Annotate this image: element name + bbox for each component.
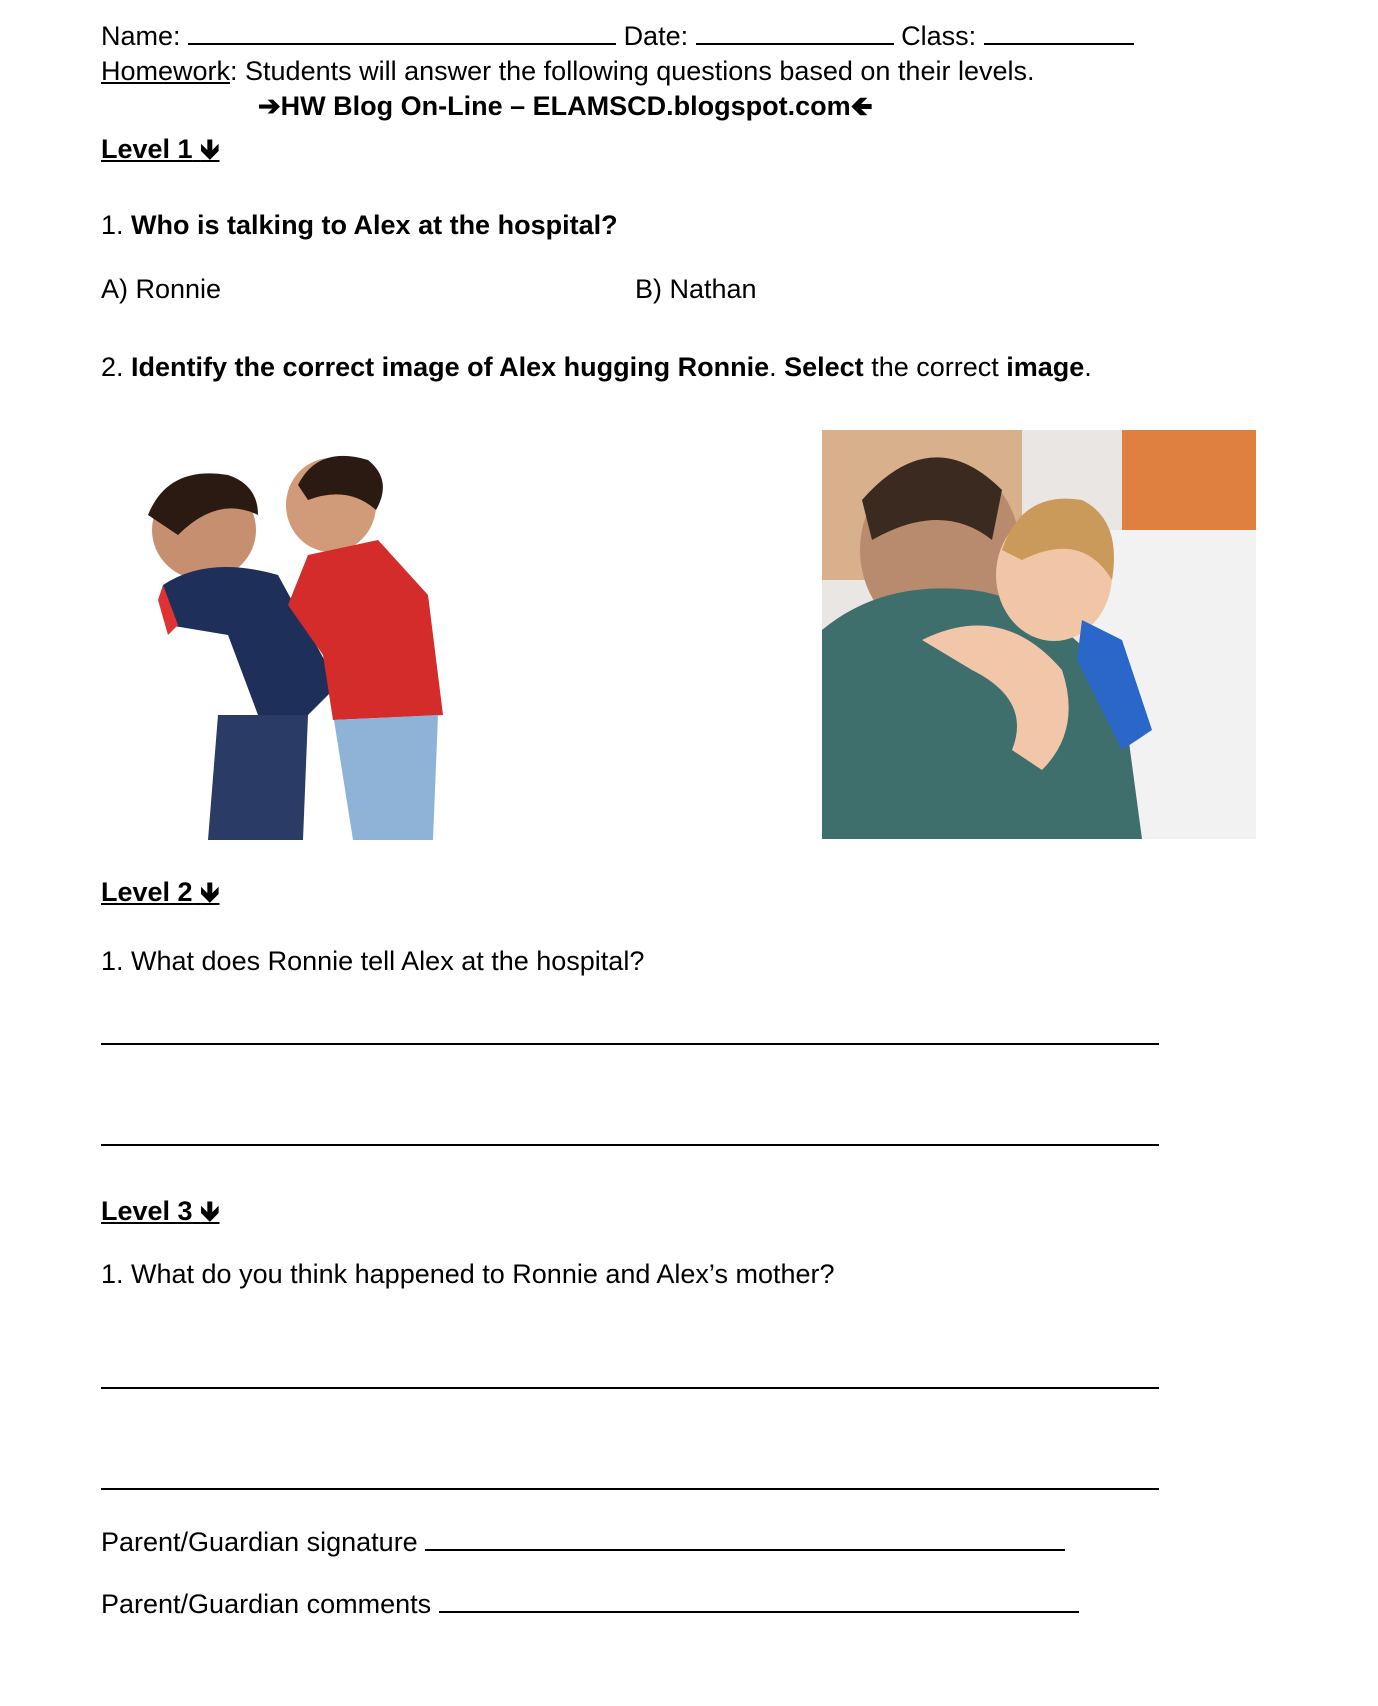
homework-label: Homework <box>101 56 231 86</box>
answer-line[interactable] <box>101 1144 1159 1146</box>
date-field[interactable] <box>696 21 894 45</box>
level2-heading <box>101 876 219 908</box>
name-date-class-line <box>101 20 1134 52</box>
level3-label: Level 3 <box>101 1196 193 1226</box>
level1-q1 <box>101 209 618 241</box>
level3-heading <box>101 1195 219 1227</box>
q-text: Who is talking to Alex at the hospital? <box>131 210 618 240</box>
option-a[interactable]: A) Ronnie <box>101 274 222 304</box>
level2-label: Level 2 <box>101 877 193 907</box>
arrow-down-icon: 🡻 <box>200 1196 220 1226</box>
name-label: Name: <box>101 21 181 51</box>
answer-line[interactable] <box>101 1488 1159 1490</box>
signature-label: Parent/Guardian signature <box>101 1527 418 1557</box>
homework-line <box>101 55 1034 87</box>
signature-line <box>101 1526 1065 1558</box>
image-hug-hospital[interactable] <box>822 430 1256 839</box>
class-label: Class: <box>901 21 977 51</box>
homework-text: : Students will answer the following questions based on their levels. <box>230 56 1035 86</box>
blog-text[interactable]: HW Blog On-Line – ELAMSCD.blogspot.com <box>280 91 851 121</box>
name-field[interactable] <box>188 21 616 45</box>
answer-line[interactable] <box>101 1043 1159 1045</box>
q-number: 2. <box>101 352 124 382</box>
arrow-right-icon: ➔ <box>258 91 281 121</box>
date-label: Date: <box>623 21 689 51</box>
comments-field[interactable] <box>439 1589 1079 1613</box>
q-text-bold: Identify the correct image of Alex hugging Ronnie <box>131 352 770 382</box>
level1-label: Level 1 <box>101 134 193 164</box>
q-text-bold: Select <box>784 352 864 382</box>
comments-line <box>101 1588 1079 1620</box>
level1-q2 <box>101 351 1092 383</box>
answer-line[interactable] <box>101 1387 1159 1389</box>
image-boys-playing[interactable] <box>108 425 512 840</box>
blog-line <box>258 90 873 122</box>
option-b[interactable]: B) Nathan <box>635 274 757 304</box>
arrow-down-icon: 🡻 <box>200 877 220 907</box>
signature-field[interactable] <box>425 1527 1065 1551</box>
level1-heading <box>101 133 219 165</box>
q-text: the correct <box>863 352 1007 382</box>
arrow-down-icon: 🡻 <box>200 134 220 164</box>
q-text: . <box>1084 352 1092 382</box>
comments-label: Parent/Guardian comments <box>101 1589 432 1619</box>
q-text: . <box>769 352 785 382</box>
q-number: 1. <box>101 210 124 240</box>
arrow-left-icon: 🡸 <box>850 91 873 121</box>
q-text-bold: image <box>1006 352 1085 382</box>
class-field[interactable] <box>984 21 1134 45</box>
level2-q1: 1. What does Ronnie tell Alex at the hospital? <box>101 946 645 976</box>
level3-q1: 1. What do you think happened to Ronnie and Alex’s mother? <box>101 1259 835 1289</box>
